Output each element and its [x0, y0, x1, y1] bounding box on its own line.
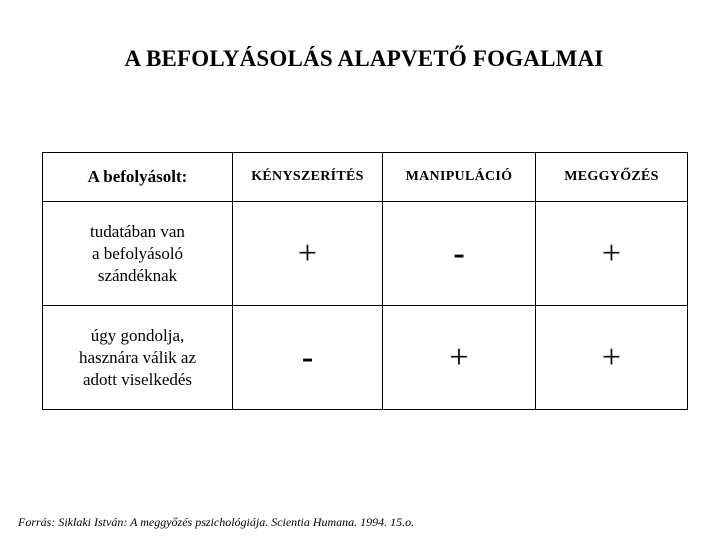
cell-value: + — [383, 306, 536, 410]
row-label-line: hasznára válik az — [78, 347, 197, 367]
table-row — [43, 202, 688, 306]
table-row — [43, 306, 688, 410]
header-manipulacio: MANIPULÁCIÓ — [383, 153, 536, 202]
row-label — [43, 306, 233, 410]
source-citation: Forrás: Siklaki István: A meggyőzés pszichológiája. Scientia Humana. 1994. 15.o. — [18, 515, 415, 529]
row-label-line: adott viselkedés — [82, 369, 193, 389]
row-label-line: tudatában van — [90, 221, 185, 241]
page-title: A BEFOLYÁSOLÁS ALAPVETŐ FOGALMAI — [124, 46, 604, 71]
cell-value: + — [233, 202, 383, 306]
row-label-line: a befolyásoló — [91, 243, 184, 263]
row-label — [43, 202, 233, 306]
concept-matrix-table — [42, 152, 688, 410]
header-row-label: A befolyásolt: — [43, 153, 233, 202]
header-meggyozes: MEGGYŐZÉS — [536, 153, 688, 202]
cell-value: - — [383, 202, 536, 306]
header-kenyszerites: KÉNYSZERÍTÉS — [233, 153, 383, 202]
row-label-line: úgy gondolja, — [90, 325, 185, 345]
cell-value: - — [233, 306, 383, 410]
cell-value: + — [536, 202, 688, 306]
row-label-line: szándéknak — [97, 265, 178, 285]
cell-value: + — [536, 306, 688, 410]
header-row — [43, 153, 688, 202]
